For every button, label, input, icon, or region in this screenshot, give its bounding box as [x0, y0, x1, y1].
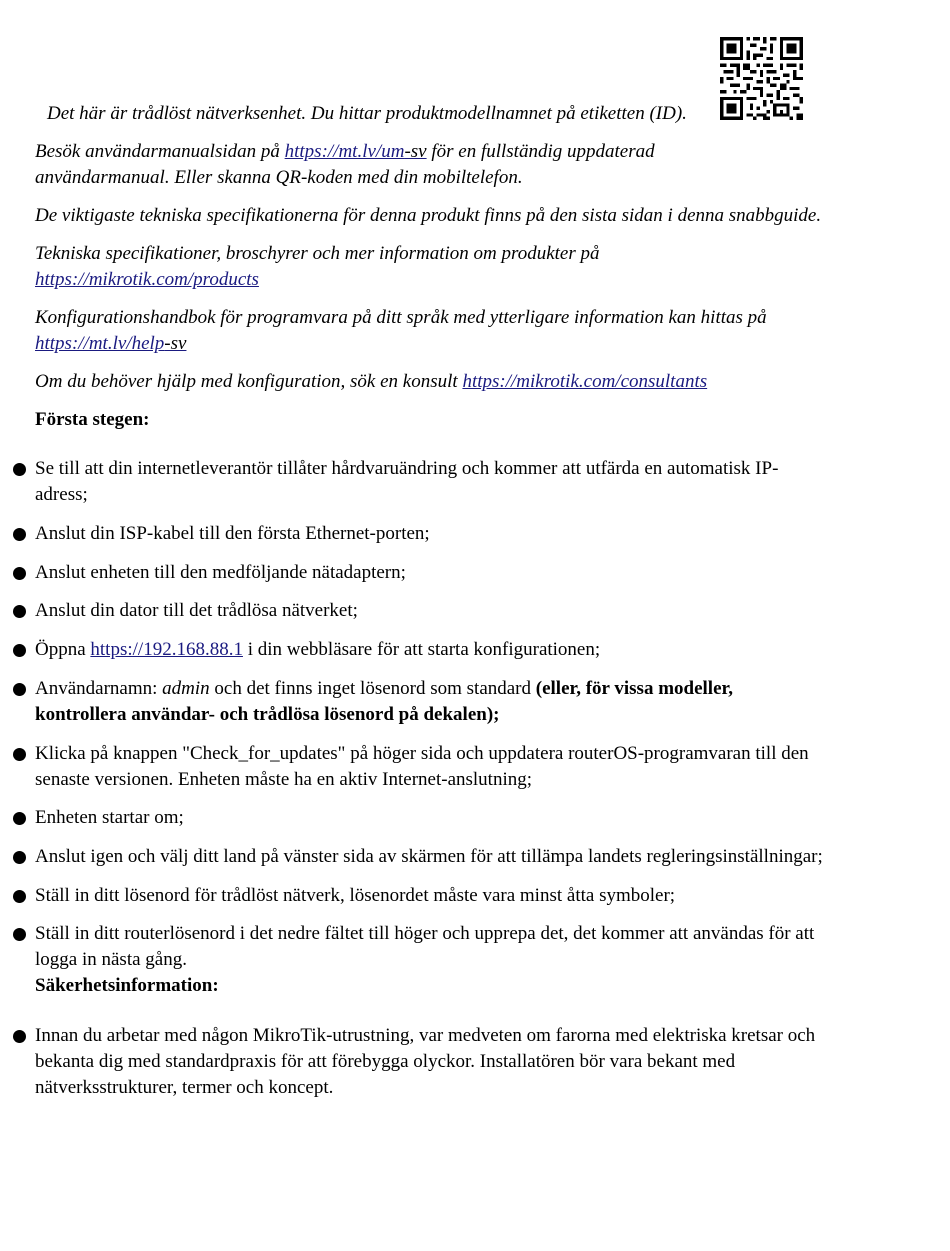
safety-text: Innan du arbetar med någon MikroTik-utrustning, var medveten om farorna med elektriska kretsar och bekanta dig med standardpraxis för att förebygga olyckor. Installatören bör vara bekant med nätverksstrukturer, termer och koncept. — [35, 1025, 816, 1098]
step-text: Anslut din ISP-kabel till den första Ethernet-porten; — [35, 523, 430, 544]
step-text: Se till att din internetleverantör tillåter hårdvaruändring och kommer att utfärda en automatisk IP-adress; — [35, 458, 779, 505]
step-text: Anslut enheten till den medföljande nätadaptern; — [35, 562, 406, 583]
list-item — [35, 521, 865, 547]
bullet-icon — [13, 644, 26, 657]
products-paragraph — [35, 241, 615, 293]
list-item — [35, 741, 855, 793]
manual-text-after: för en fullständig uppdaterad användarmanual. Eller skanna QR-koden med din mobiltelefon. — [35, 141, 655, 188]
products-link[interactable]: https://mikrotik.com/products — [35, 269, 259, 290]
qr-code-icon — [720, 37, 803, 120]
default-username: admin — [162, 678, 210, 699]
bullet-icon — [13, 1030, 26, 1043]
consultants-link[interactable]: https://mikrotik.com/consultants — [462, 371, 708, 392]
bullet-icon — [13, 605, 26, 618]
step-text: Enheten startar om; — [35, 807, 184, 828]
step-text: Anslut din dator till det trådlösa nätverket; — [35, 600, 358, 621]
list-item — [35, 637, 865, 663]
manual-text-before: Besök användarmanualsidan på — [35, 141, 285, 162]
products-text: Tekniska specifikationer, broschyrer och mer information om produkter på — [35, 243, 600, 264]
list-item — [35, 805, 865, 831]
step-text-before: Öppna — [35, 639, 91, 660]
list-item — [35, 456, 825, 508]
bullet-icon — [13, 528, 26, 541]
bullet-icon — [13, 812, 26, 825]
step-text-bold: (eller, för vissa modeller, kontrollera användar- och trådlösa lösenord på dekalen); — [35, 678, 733, 725]
step-text-after: i din webbläsare för att starta konfigurationen; — [242, 639, 601, 660]
list-item — [35, 844, 865, 870]
bullet-icon — [13, 683, 26, 696]
consult-text: Om du behöver hjälp med konfiguration, sök en konsult — [35, 371, 463, 392]
step-text: Anslut igen och välj ditt land på vänster sida av skärmen för att tillämpa landets regleringsinställningar; — [35, 846, 823, 867]
bullet-icon — [13, 463, 26, 476]
step-text: Ställ in ditt lösenord för trådlöst nätverk, lösenordet måste vara minst åtta symboler; — [35, 885, 676, 906]
list-item — [35, 1023, 865, 1101]
config-paragraph — [35, 305, 780, 357]
step-text: Ställ in ditt routerlösenord i det nedre fältet till höger och upprepa det, det kommer att användas för att logga in nästa gång. — [35, 923, 815, 970]
help-link[interactable]: https://mt.lv/help-sv — [35, 333, 187, 354]
step-text-mid: och det finns inget lösenord som standard — [209, 678, 536, 699]
bullet-icon — [13, 890, 26, 903]
config-text: Konfigurationshandbok för programvara på ditt språk med ytterligare information kan hittas på — [35, 307, 767, 328]
first-steps-heading: Första stegen: — [35, 409, 150, 430]
bullet-icon — [13, 851, 26, 864]
consult-paragraph — [35, 369, 875, 395]
bullet-icon — [13, 928, 26, 941]
manual-paragraph — [35, 139, 695, 191]
bullet-icon — [13, 748, 26, 761]
step-text: Klicka på knappen "Check_for_updates" på höger sida och uppdatera routerOS-programvaran till den senaste versionen. Enheten måste ha en aktiv Internet-anslutning; — [35, 743, 809, 790]
manual-link[interactable]: https://mt.lv/um-sv — [284, 141, 427, 162]
list-item — [35, 921, 860, 973]
list-item — [35, 560, 865, 586]
intro-text: Det här är trådlöst nätverksenhet. Du hittar produktmodellnamnet på etiketten (ID). — [47, 103, 687, 124]
list-item — [35, 676, 785, 728]
specs-note: De viktigaste tekniska specifikationerna för denna produkt finns på den sista sidan i denna snabbguide. — [35, 205, 822, 226]
step-text-before: Användarnamn: — [35, 678, 163, 699]
safety-heading: Säkerhetsinformation: — [35, 975, 219, 996]
list-item — [35, 883, 865, 909]
bullet-icon — [13, 567, 26, 580]
router-address-link[interactable]: https://192.168.88.1 — [90, 639, 243, 660]
list-item — [35, 598, 865, 624]
